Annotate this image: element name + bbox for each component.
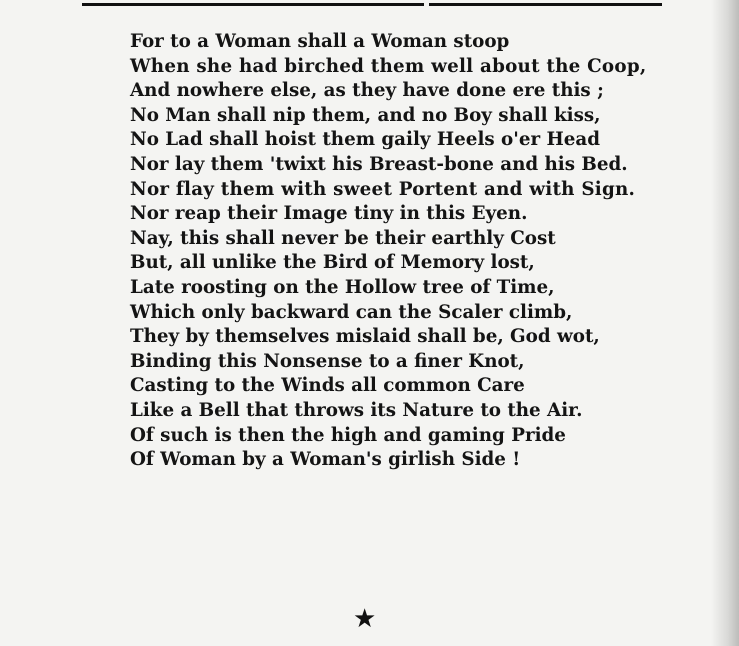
poem-line: Nor lay them 'twixt his Breast-bone and his Bed. [130, 153, 628, 175]
poem-line: For to a Woman shall a Woman stoop [130, 31, 510, 52]
poem-line: Of such is then the high and gaming Pride [130, 424, 566, 446]
poem-line: Nor flay them with sweet Portent and with Sign. [130, 178, 636, 200]
poem-line: Nor reap their Image tiny in this Eyen. [130, 203, 528, 225]
top-rule [82, 3, 662, 6]
top-rule-gap [424, 3, 429, 6]
poem-line: They by themselves mislaid shall be, God wot, [130, 326, 600, 348]
poem-line: Of Woman by a Woman's girlish Side ! [130, 449, 521, 471]
poem-line: Casting to the Winds all common Care [130, 375, 525, 397]
poem-line: Which only backward can the Scaler climb, [130, 301, 573, 323]
star-icon: ★ [353, 604, 377, 634]
poem-line: Late roosting on the Hollow tree of Time, [130, 276, 555, 298]
poem-line: But, all unlike the Bird of Memory lost, [130, 252, 535, 274]
poem-line: Binding this Nonsense to a finer Knot, [130, 350, 525, 372]
poem-line: Like a Bell that throws its Nature to the Air. [130, 399, 583, 421]
page-edge-shadow [711, 0, 739, 646]
poem-line: Nay, this shall never be their earthly Cost [130, 227, 556, 249]
poem-line: No Man shall nip them, and no Boy shall kiss, [130, 104, 601, 126]
poem-line: No Lad shall hoist them gaily Heels o'er Head [130, 129, 600, 151]
poem-line: When she had birched them well about the Coop, [130, 55, 647, 77]
poem-line: And nowhere else, as they have done ere this ; [130, 80, 604, 102]
poem-stanza [130, 30, 646, 473]
